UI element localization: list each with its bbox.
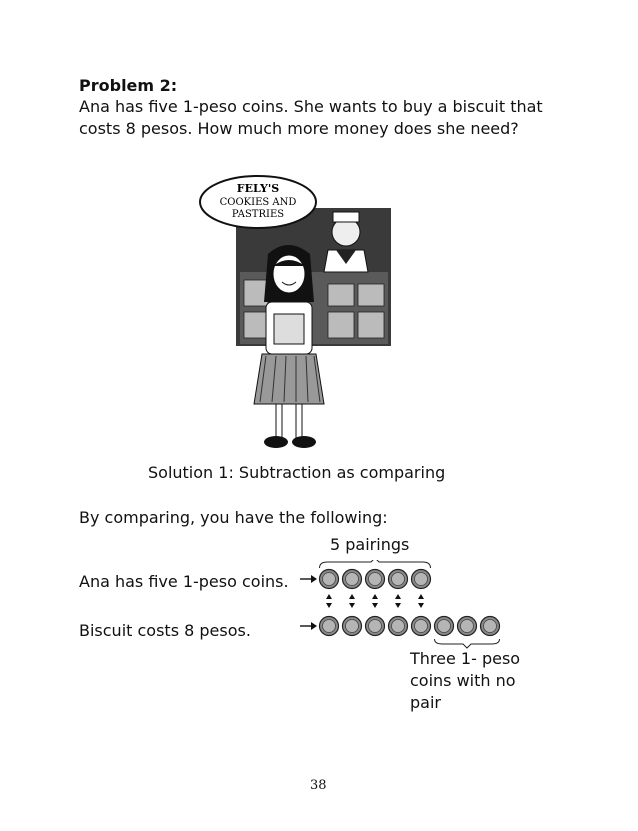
peso-coin-face: [415, 620, 428, 633]
peso-coin-face: [415, 573, 428, 586]
peso-coin-face: [346, 573, 359, 586]
pointer-arrow-head: [311, 622, 317, 630]
sign-line2: COOKIES AND: [219, 197, 297, 208]
peso-coin-face: [438, 620, 451, 633]
coin-comparison-diagram: [296, 560, 511, 650]
pairing-arrow: [372, 594, 378, 608]
problem-text: Ana has five 1-peso coins. She wants to buy a biscuit that costs 8 pesos. How much more money does she need?: [79, 97, 543, 138]
problem-title: Problem 2:: [79, 76, 178, 95]
solution-heading: Solution 1: Subtraction as comparing: [148, 463, 446, 482]
peso-coin-face: [392, 620, 405, 633]
pairing-arrow: [326, 594, 332, 608]
peso-coin-face: [369, 573, 382, 586]
pairing-arrow: [349, 594, 355, 608]
sign-line1: FELY'S: [236, 182, 280, 195]
sign-line3: PASTRIES: [231, 209, 285, 220]
no-pair-brace: [435, 639, 500, 648]
peso-coin-face: [323, 620, 336, 633]
pairings-label: 5 pairings: [330, 535, 410, 554]
pointer-arrow-head: [311, 575, 317, 583]
peso-coin-face: [323, 573, 336, 586]
peso-coin-face: [461, 620, 474, 633]
pairing-arrow: [418, 594, 424, 608]
peso-coin-face: [369, 620, 382, 633]
biscuit-cost-label: Biscuit costs 8 pesos.: [79, 621, 251, 640]
page-number: 38: [310, 778, 327, 793]
peso-coin-face: [484, 620, 497, 633]
no-pair-note: Three 1- peso coins with no pair: [410, 649, 521, 712]
pairing-arrow: [395, 594, 401, 608]
peso-coin-face: [346, 620, 359, 633]
peso-coin-face: [392, 573, 405, 586]
store-illustration: [196, 172, 396, 457]
pairings-brace: [320, 560, 431, 568]
comparison-intro: By comparing, you have the following:: [79, 508, 388, 527]
ana-coins-label: Ana has five 1-peso coins.: [79, 572, 289, 591]
